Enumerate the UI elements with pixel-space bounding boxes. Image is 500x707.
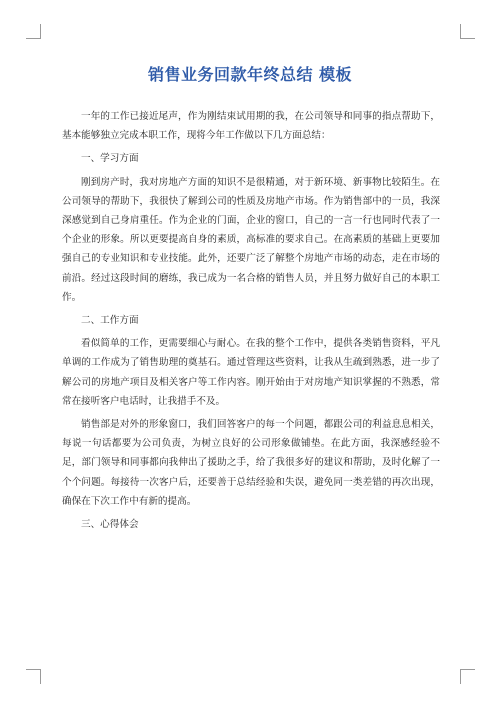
- paragraph-study: 刚到房产时，我对房地产方面的知识不是很精通，对于新环境、新事物比较陌生。在公司领导的帮助下，我很快了解到公司的性质及房地产市场。作为销售部中的一员，我深深感觉到自己身肩重任。作为企业的门面，企业的窗口，自己的一言一行也同时代表了一个企业的形象。所以更要提高自身的素质，高标准的要求自己。在高素质的基础上更要加强自己的专业知识和专业技能。此外，还要广泛了解整个房地产市场的动态，走在市场的前沿。经过这段时间的磨练，我已成为一名合格的销售人员，并且努力做好自己的本职工作。: [62, 176, 440, 303]
- crop-mark-bottom-right: [460, 669, 475, 684]
- section-heading-experience: 三、心得体会: [81, 519, 139, 531]
- section-heading-work: 二、工作方面: [81, 315, 139, 327]
- paragraph-work-1: 看似简单的工作，更需要细心与耐心。在我的整个工作中，提供各类销售资料，平凡单调的工作成为了销售助理的奠基石。通过管理这些资料，让我从生疏到熟悉，进一步了解公司的房地产项目及相关客户等工作内容。刚开始由于对房地产知识掌握的不熟悉，常常在接听客户电话时，让我措手不及。: [62, 338, 440, 407]
- crop-mark-top-right: [460, 24, 475, 39]
- section-heading-study: 一、学习方面: [81, 153, 139, 165]
- document-title: 销售业务回款年终总结 模板: [147, 65, 353, 84]
- crop-mark-bottom-left: [26, 669, 41, 684]
- paragraph-work-2: 销售部是对外的形象窗口，我们回答客户的每一个问题，都跟公司的利益息息相关，每说一句话都要为公司负责，为树立良好的公司形象做铺垫。在此方面，我深感经验不足，部门领导和同事都向我伸出了援助之手，给了我很多好的建议和帮助，及时化解了一个个问题。每接待一次客户后，还要善于总结经验和失误，避免同一类差错的再次出现，确保在下次工作中有新的提高。: [62, 419, 440, 507]
- document-body: [62, 107, 440, 534]
- paragraph-intro: 一年的工作已接近尾声，作为刚结束试用期的我，在公司领导和同事的指点帮助下，基本能够独立完成本职工作，现将今年工作做以下几方面总结：: [62, 111, 440, 142]
- crop-mark-top-left: [26, 24, 41, 39]
